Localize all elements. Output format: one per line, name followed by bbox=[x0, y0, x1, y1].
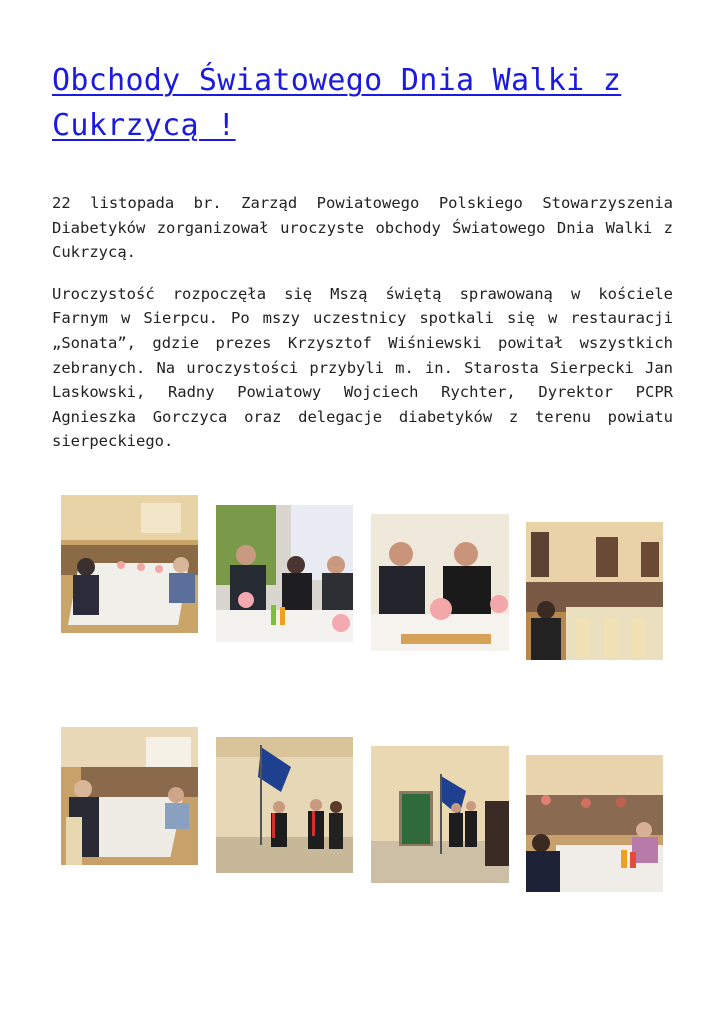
gallery-photo-1[interactable] bbox=[61, 495, 198, 633]
article-title-link[interactable]: Obchody Światowego Dnia Walki z Cukrzycą ! bbox=[52, 63, 622, 143]
gallery-photo-2[interactable] bbox=[216, 505, 353, 642]
gallery-photo-5[interactable] bbox=[61, 727, 198, 865]
article-paragraph-1: 22 listopada br. Zarząd Powiatowego Polskiego Stowarzyszenia Diabetyków zorganizował uroczyste obchody Światowego Dnia Walki z Cukrzycą. bbox=[52, 194, 673, 262]
gallery-photo-7[interactable] bbox=[371, 746, 509, 883]
article bbox=[52, 0, 673, 454]
gallery-photo-6[interactable] bbox=[216, 737, 353, 873]
gallery-photo-4[interactable] bbox=[526, 522, 663, 660]
gallery-photo-8[interactable] bbox=[526, 755, 663, 892]
gallery-photo-3[interactable] bbox=[371, 514, 509, 651]
article-title bbox=[52, 58, 673, 148]
article-paragraph-2: Uroczystość rozpoczęła się Mszą świętą sprawowaną w kościele Farnym w Sierpcu. Po mszy uczestnicy spotkali się w restauracji „Sonata”, gdzie prezes Krzysztof Wiśniewski powitał wszystkich zebranych. Na uroczystości przybyli m. in. Starosta Sierpecki Jan Laskowski, Radny Powiatowy Wojciech Rychter, Dyrektor PCPR Agnieszka Gorczyca oraz delegacje diabetyków z terenu powiatu sierpeckiego. bbox=[52, 284, 673, 451]
